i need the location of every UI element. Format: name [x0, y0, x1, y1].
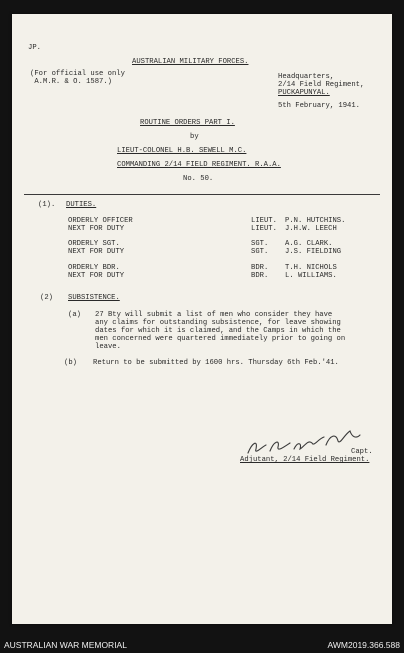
item-a-label: (a) [68, 311, 81, 319]
section-1-heading: DUTIES. [66, 201, 97, 209]
document-page [12, 14, 392, 624]
orders-title: ROUTINE ORDERS PART I. [140, 119, 235, 127]
duty-rank: BDR. [251, 264, 269, 272]
item-a-line: leave. [95, 343, 121, 351]
item-b-text: Return to be submitted by 1600 hrs. Thursday 6th Feb.'41. [93, 359, 339, 367]
duty-rank: BDR. [251, 272, 269, 280]
section-2-heading: SUBSISTENCE. [68, 294, 120, 302]
duty-role: ORDERLY SGT. [68, 240, 120, 248]
commander-name: LIEUT-COLONEL H.B. SEWELL M.C. [117, 147, 247, 155]
duty-name: L. WILLIAMS. [285, 272, 337, 280]
official-use-line-1: (For official use only [30, 70, 125, 78]
duty-name: J.H.W. LEECH [285, 225, 337, 233]
item-a-line: 27 Bty will submit a list of men who consider they have [95, 311, 333, 319]
official-use-line-2: A.M.R. & O. 1587.) [30, 78, 112, 86]
document-heading: AUSTRALIAN MILITARY FORCES. [132, 58, 249, 66]
orders-by: by [190, 133, 199, 141]
headquarters-line-2: 2/14 Field Regiment, [278, 81, 365, 89]
section-1-number: (1). [38, 201, 56, 209]
duty-role: NEXT FOR DUTY [68, 272, 125, 280]
duty-name: A.G. CLARK. [285, 240, 333, 248]
headquarters-line-1: Headquarters, [278, 73, 335, 81]
headquarters-line-3: PUCKAPUNYAL. [278, 89, 330, 97]
item-a-line: dates for which it is claimed, and the Camps in which the [95, 327, 341, 335]
command-title: COMMANDING 2/14 FIELD REGIMENT. R.A.A. [117, 161, 281, 169]
duty-name: P.N. HUTCHINS. [285, 217, 346, 225]
duty-rank: SGT. [251, 240, 269, 248]
duty-role: ORDERLY BDR. [68, 264, 120, 272]
archive-footer [0, 636, 404, 653]
archive-name: AUSTRALIAN WAR MEMORIAL [4, 640, 127, 650]
section-divider [24, 194, 380, 195]
duty-rank: SGT. [251, 248, 269, 256]
order-number: No. 50. [183, 175, 214, 183]
document-date: 5th February, 1941. [278, 102, 360, 110]
item-a-line: any claims for outstanding subsistence, for leave showing [95, 319, 341, 327]
duty-rank: LIEUT. [251, 225, 277, 233]
signature-title: Adjutant, 2/14 Field Regiment. [240, 456, 370, 464]
duty-name: J.S. FIELDING [285, 248, 342, 256]
duty-rank: LIEUT. [251, 217, 277, 225]
archive-reference: AWM2019.366.588 [327, 640, 400, 650]
duty-role: ORDERLY OFFICER [68, 217, 133, 225]
item-b-label: (b) [64, 359, 77, 367]
signature-rank: Capt. [351, 448, 373, 456]
duty-role: NEXT FOR DUTY [68, 225, 125, 233]
duty-role: NEXT FOR DUTY [68, 248, 125, 256]
initials: JP. [28, 44, 41, 52]
duty-name: T.H. NICHOLS [285, 264, 337, 272]
section-2-number: (2) [40, 294, 53, 302]
item-a-line: men concerned were quartered immediately prior to going on [95, 335, 346, 343]
